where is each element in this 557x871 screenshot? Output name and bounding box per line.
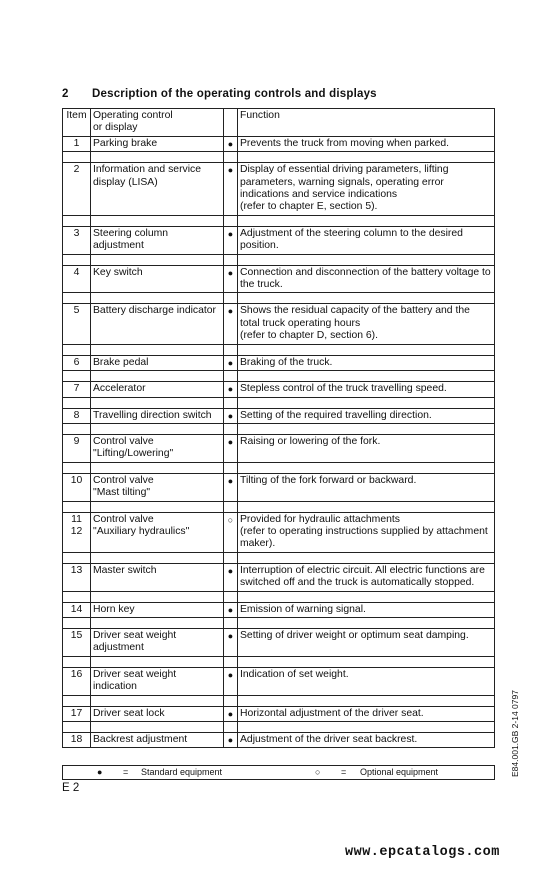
spacer-cell: [63, 695, 91, 706]
spacer-cell: [238, 152, 495, 163]
table-row: [63, 512, 495, 552]
control-name: Control valve "Lifting/Lowering": [91, 434, 224, 462]
spacer-cell: [91, 552, 224, 563]
function-description: Emission of warning signal.: [238, 602, 495, 617]
document-code: E84.001.GB 2-14 0797: [510, 690, 520, 777]
spacer-cell: [224, 397, 238, 408]
spacer-cell: [91, 462, 224, 473]
control-name: Key switch: [91, 265, 224, 293]
spacer-cell: [238, 293, 495, 304]
function-description: Adjustment of the driver seat backrest.: [238, 733, 495, 748]
equipment-mark: ●: [224, 434, 238, 462]
spacer-cell: [224, 617, 238, 628]
function-description: Indication of set weight.: [238, 667, 495, 695]
equipment-legend: [62, 765, 495, 780]
spacer-cell: [63, 591, 91, 602]
spacer-cell: [238, 656, 495, 667]
item-number: 14: [63, 602, 91, 617]
standard-equals: =: [123, 767, 129, 777]
equipment-mark: ●: [224, 304, 238, 344]
spacer-cell: [63, 423, 91, 434]
spacer-row: [63, 293, 495, 304]
function-description: Setting of the required travelling direction.: [238, 408, 495, 423]
item-number: 5: [63, 304, 91, 344]
header-mark: [224, 109, 238, 137]
spacer-cell: [238, 591, 495, 602]
spacer-cell: [224, 371, 238, 382]
spacer-cell: [91, 344, 224, 355]
control-name: Accelerator: [91, 382, 224, 397]
standard-symbol: ●: [97, 767, 103, 777]
spacer-cell: [238, 254, 495, 265]
function-description: Raising or lowering of the fork.: [238, 434, 495, 462]
spacer-cell: [91, 371, 224, 382]
spacer-cell: [63, 215, 91, 226]
spacer-row: [63, 254, 495, 265]
item-number: 9: [63, 434, 91, 462]
spacer-cell: [63, 552, 91, 563]
spacer-cell: [91, 722, 224, 733]
spacer-cell: [63, 254, 91, 265]
spacer-cell: [238, 462, 495, 473]
control-name: Steering column adjustment: [91, 226, 224, 254]
spacer-cell: [238, 371, 495, 382]
control-name: Information and service display (LISA): [91, 163, 224, 216]
spacer-cell: [63, 344, 91, 355]
equipment-mark: ●: [224, 628, 238, 656]
spacer-row: [63, 371, 495, 382]
spacer-row: [63, 722, 495, 733]
table-header-row: [63, 109, 495, 137]
spacer-cell: [224, 656, 238, 667]
spacer-cell: [224, 344, 238, 355]
function-description: Interruption of electric circuit. All electric functions are switched off and the truck is automatically stopped.: [238, 563, 495, 591]
equipment-mark: ○: [224, 512, 238, 552]
spacer-cell: [224, 501, 238, 512]
spacer-row: [63, 501, 495, 512]
spacer-cell: [224, 293, 238, 304]
spacer-cell: [224, 215, 238, 226]
equipment-mark: ●: [224, 265, 238, 293]
spacer-cell: [91, 293, 224, 304]
spacer-cell: [224, 152, 238, 163]
item-number: 10: [63, 473, 91, 501]
equipment-mark: ●: [224, 226, 238, 254]
spacer-row: [63, 423, 495, 434]
spacer-cell: [91, 423, 224, 434]
spacer-cell: [224, 591, 238, 602]
function-description: Provided for hydraulic attachments (refer to operating instructions supplied by attachment maker).: [238, 512, 495, 552]
spacer-cell: [63, 152, 91, 163]
spacer-cell: [91, 501, 224, 512]
spacer-row: [63, 215, 495, 226]
section-number: 2: [62, 88, 69, 100]
equipment-mark: ●: [224, 163, 238, 216]
spacer-row: [63, 591, 495, 602]
item-number: 3: [63, 226, 91, 254]
control-name: Driver seat weight adjustment: [91, 628, 224, 656]
control-name: Backrest adjustment: [91, 733, 224, 748]
spacer-cell: [238, 695, 495, 706]
control-name: Master switch: [91, 563, 224, 591]
function-description: Adjustment of the steering column to the desired position.: [238, 226, 495, 254]
page-number: E 2: [62, 782, 80, 794]
control-name: Brake pedal: [91, 355, 224, 370]
spacer-cell: [91, 152, 224, 163]
spacer-cell: [238, 215, 495, 226]
control-name: Control valve "Auxiliary hydraulics": [91, 512, 224, 552]
spacer-cell: [63, 293, 91, 304]
spacer-row: [63, 344, 495, 355]
spacer-cell: [91, 617, 224, 628]
function-description: Horizontal adjustment of the driver seat.: [238, 706, 495, 721]
table-row: [63, 733, 495, 748]
spacer-cell: [238, 617, 495, 628]
function-description: Braking of the truck.: [238, 355, 495, 370]
spacer-cell: [224, 423, 238, 434]
control-name: Parking brake: [91, 136, 224, 151]
spacer-cell: [91, 397, 224, 408]
item-number: 13: [63, 563, 91, 591]
item-number: 1: [63, 136, 91, 151]
equipment-mark: ●: [224, 136, 238, 151]
function-description: Shows the residual capacity of the battery and the total truck operating hours (refer to chapter D, section 6).: [238, 304, 495, 344]
table-row: [63, 628, 495, 656]
spacer-cell: [91, 695, 224, 706]
function-description: Display of essential driving parameters, lifting parameters, warning signals, operating error indications and service indications (refer to chapter E, section 5).: [238, 163, 495, 216]
item-number: 11 12: [63, 512, 91, 552]
item-number: 17: [63, 706, 91, 721]
spacer-cell: [91, 656, 224, 667]
equipment-mark: ●: [224, 355, 238, 370]
item-number: 6: [63, 355, 91, 370]
item-number: 7: [63, 382, 91, 397]
control-name: Driver seat weight indication: [91, 667, 224, 695]
control-name: Travelling direction switch: [91, 408, 224, 423]
spacer-cell: [224, 552, 238, 563]
equipment-mark: ●: [224, 602, 238, 617]
header-function: Function: [238, 109, 495, 137]
website-watermark: www.epcatalogs.com: [345, 845, 500, 860]
spacer-cell: [238, 722, 495, 733]
table-row: [63, 434, 495, 462]
spacer-cell: [238, 423, 495, 434]
spacer-cell: [63, 617, 91, 628]
control-name: Battery discharge indicator: [91, 304, 224, 344]
table-row: [63, 265, 495, 293]
header-control: Operating control or display: [91, 109, 224, 137]
table-row: [63, 382, 495, 397]
spacer-cell: [63, 397, 91, 408]
spacer-cell: [63, 371, 91, 382]
function-description: Connection and disconnection of the battery voltage to the truck.: [238, 265, 495, 293]
item-number: 18: [63, 733, 91, 748]
spacer-cell: [91, 591, 224, 602]
section-title: Description of the operating controls and displays: [92, 88, 377, 100]
spacer-row: [63, 617, 495, 628]
table-row: [63, 136, 495, 151]
table-row: [63, 473, 495, 501]
spacer-cell: [238, 552, 495, 563]
standard-label: Standard equipment: [141, 767, 223, 777]
equipment-mark: ●: [224, 408, 238, 423]
spacer-cell: [238, 344, 495, 355]
table-row: [63, 706, 495, 721]
table-row: [63, 563, 495, 591]
table-row: [63, 304, 495, 344]
spacer-cell: [224, 722, 238, 733]
table-row: [63, 226, 495, 254]
spacer-row: [63, 397, 495, 408]
table-row: [63, 667, 495, 695]
spacer-cell: [91, 254, 224, 265]
spacer-cell: [224, 254, 238, 265]
item-number: 15: [63, 628, 91, 656]
optional-label: Optional equipment: [360, 767, 439, 777]
section-heading: [62, 88, 377, 100]
control-name: Control valve "Mast tilting": [91, 473, 224, 501]
spacer-cell: [63, 722, 91, 733]
item-number: 16: [63, 667, 91, 695]
spacer-row: [63, 656, 495, 667]
equipment-mark: ●: [224, 667, 238, 695]
equipment-mark: ●: [224, 473, 238, 501]
table-row: [63, 355, 495, 370]
spacer-cell: [63, 501, 91, 512]
equipment-mark: ●: [224, 706, 238, 721]
spacer-cell: [224, 695, 238, 706]
controls-table: [62, 108, 495, 748]
table-row: [63, 408, 495, 423]
table-row: [63, 163, 495, 216]
item-number: 4: [63, 265, 91, 293]
function-description: Stepless control of the truck travelling speed.: [238, 382, 495, 397]
spacer-row: [63, 695, 495, 706]
header-item: Item: [63, 109, 91, 137]
optional-equals: =: [341, 767, 347, 777]
spacer-cell: [238, 397, 495, 408]
spacer-cell: [63, 462, 91, 473]
spacer-cell: [91, 215, 224, 226]
spacer-row: [63, 152, 495, 163]
control-name: Driver seat lock: [91, 706, 224, 721]
item-number: 2: [63, 163, 91, 216]
table-row: [63, 602, 495, 617]
spacer-row: [63, 462, 495, 473]
equipment-mark: ●: [224, 382, 238, 397]
equipment-mark: ●: [224, 563, 238, 591]
spacer-cell: [63, 656, 91, 667]
spacer-cell: [224, 462, 238, 473]
spacer-row: [63, 552, 495, 563]
control-name: Horn key: [91, 602, 224, 617]
spacer-cell: [238, 501, 495, 512]
function-description: Prevents the truck from moving when parked.: [238, 136, 495, 151]
equipment-mark: ●: [224, 733, 238, 748]
function-description: Tilting of the fork forward or backward.: [238, 473, 495, 501]
optional-symbol: ○: [315, 767, 321, 777]
function-description: Setting of driver weight or optimum seat damping.: [238, 628, 495, 656]
item-number: 8: [63, 408, 91, 423]
